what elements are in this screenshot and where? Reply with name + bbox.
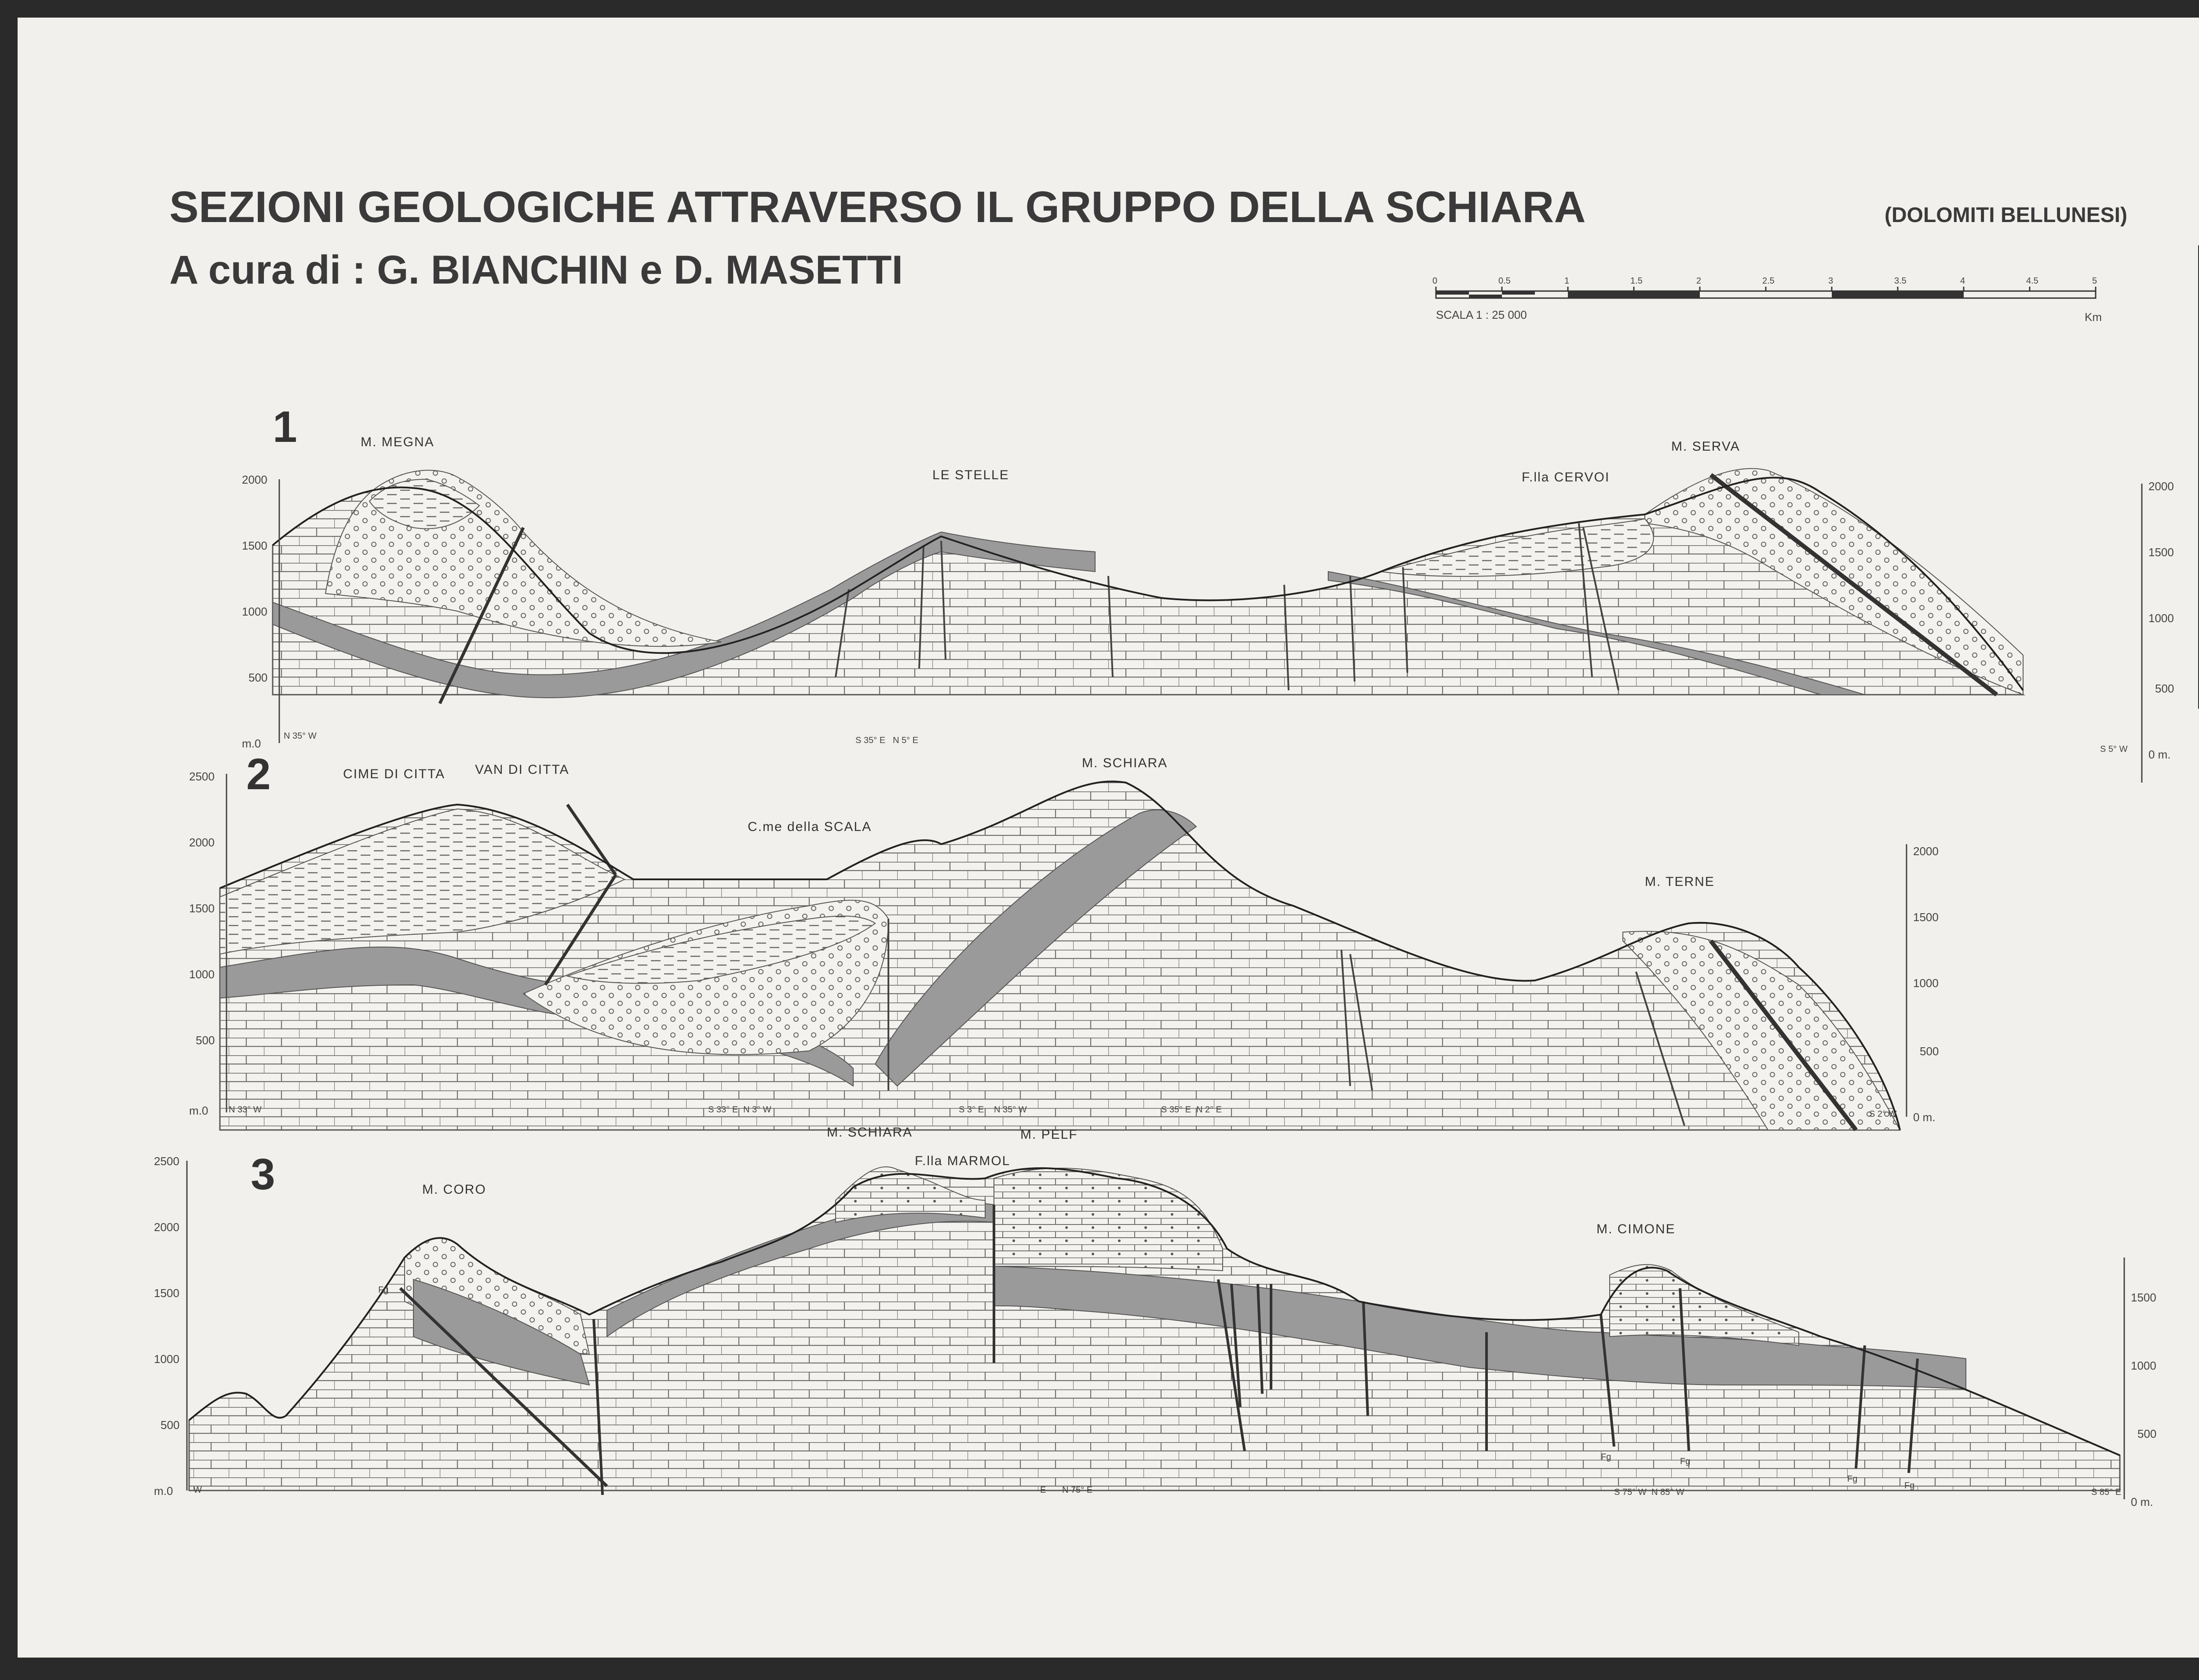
section-1-peak-megna: M. MEGNA — [361, 435, 435, 449]
section-3-peak-coro: M. CORO — [422, 1182, 486, 1197]
scale-tick-label: 4.5 — [2026, 276, 2038, 286]
section-3-orientation-1: W — [194, 1485, 202, 1495]
section-1-number: 1 — [273, 402, 297, 452]
svg-text:1500: 1500 — [2148, 546, 2174, 559]
section-3-number: 3 — [251, 1150, 275, 1199]
section-2-orientation-8: S 2° W — [1869, 1109, 1897, 1119]
geologic-sections-canvas — [18, 18, 2199, 1658]
section-3-soverzene-pelf — [994, 1168, 1223, 1271]
section-2-peak-van-citta: VAN DI CITTA — [475, 762, 570, 777]
svg-text:500: 500 — [196, 1034, 215, 1047]
svg-text:0 m.: 0 m. — [2148, 748, 2171, 761]
section-3-orientation-5: N 85° W — [1651, 1487, 1684, 1497]
svg-text:1000: 1000 — [189, 968, 215, 981]
section-2-peak-schiara: M. SCHIARA — [1082, 756, 1168, 770]
section-1-orientation-e: S 5° W — [2100, 744, 2128, 754]
section-2-right-axis — [1907, 844, 1939, 1124]
scale-tick-labels — [1432, 276, 2097, 291]
section-1-orientation-w: N 35° W — [284, 731, 317, 741]
section-1-orientation-2: S 35° E — [855, 736, 886, 745]
svg-text:2000: 2000 — [1913, 845, 1939, 858]
section-2-peak-cime-citta: CIME DI CITTA — [343, 767, 446, 781]
svg-text:1500: 1500 — [242, 539, 267, 552]
scale-bar — [1432, 276, 2102, 324]
section-3-orientation-6: S 85° E — [2091, 1487, 2122, 1497]
svg-text:500: 500 — [248, 671, 268, 684]
scale-tick-label: 2 — [1696, 276, 1702, 286]
svg-text:1500: 1500 — [1913, 911, 1939, 924]
section-1-peak-serva: M. SERVA — [1671, 439, 1740, 454]
section-2-orientation-1: N 33° W — [229, 1105, 262, 1115]
svg-text:1000: 1000 — [2148, 612, 2174, 625]
section-3-fault-mark-1: Fg — [378, 1285, 389, 1295]
scale-tick-label: 2.5 — [1762, 276, 1775, 286]
svg-text:1500: 1500 — [189, 902, 215, 915]
svg-text:0 m.: 0 m. — [2131, 1495, 2153, 1509]
svg-text:0 m.: 0 m. — [1913, 1111, 1936, 1124]
section-3-peak-cimone: M. CIMONE — [1596, 1222, 1676, 1236]
section-1-right-axis — [2142, 480, 2174, 783]
section-2-orientation-2: S 33° E — [708, 1105, 738, 1115]
svg-text:m.0: m.0 — [189, 1104, 208, 1117]
section-2-orientation-6: S 35° E — [1161, 1105, 1191, 1115]
section-3-fault-mark-5: Fg — [1904, 1481, 1915, 1490]
section-3-soverzene-cimone — [1610, 1265, 1799, 1345]
map-subtitle-region: (DOLOMITI BELLUNESI) — [1885, 204, 2127, 227]
section-2-orientation-7: N 2° E — [1196, 1105, 1222, 1115]
section-3-fault-mark-4: Fg — [1847, 1474, 1858, 1484]
section-2-orientation-4: S 3° E — [959, 1105, 984, 1115]
section-3-peak-pelf: M. PELF — [1020, 1127, 1078, 1142]
section-2-orientation-3: N 3° W — [743, 1105, 771, 1115]
svg-text:1000: 1000 — [2131, 1359, 2156, 1372]
svg-text:2000: 2000 — [189, 836, 215, 849]
section-2-orientation-5: N 35° W — [994, 1105, 1027, 1115]
section-3-orientation-2: E — [1040, 1485, 1046, 1495]
svg-text:1500: 1500 — [154, 1286, 179, 1300]
scale-tick-label: 5 — [2092, 276, 2097, 286]
section-3-orientation-3: N 75° E — [1062, 1485, 1093, 1495]
svg-text:2000: 2000 — [242, 473, 267, 486]
svg-text:m.0: m.0 — [242, 737, 261, 750]
authors-line: A cura di : G. BIANCHIN e D. MASETTI — [169, 248, 903, 292]
svg-text:2000: 2000 — [2148, 480, 2174, 493]
section-3-fault-mark-2: Fg — [1601, 1452, 1611, 1462]
section-3-peak-marmol: F.lla MARMOL — [915, 1154, 1011, 1168]
section-1-orientation-3: N 5° E — [893, 736, 919, 745]
scale-tick-label: 4 — [1960, 276, 1965, 286]
svg-text:m.0: m.0 — [154, 1484, 173, 1498]
scale-label: SCALA 1 : 25 000 — [1436, 308, 1527, 321]
scale-tick-label: 0.5 — [1498, 276, 1511, 286]
section-3-left-axis — [154, 1155, 187, 1498]
scale-tick-label: 3.5 — [1894, 276, 1907, 286]
scale-tick-label: 0 — [1432, 276, 1438, 286]
map-sheet — [18, 18, 2199, 1658]
svg-text:2500: 2500 — [189, 770, 215, 783]
cross-section-2 — [189, 750, 1939, 1130]
svg-text:500: 500 — [2155, 682, 2174, 695]
section-3-peak-schiara: M. SCHIARA — [827, 1125, 913, 1140]
section-1-peak-stelle: LE STELLE — [932, 468, 1009, 482]
svg-text:500: 500 — [1920, 1045, 1939, 1058]
section-2-number: 2 — [246, 750, 271, 799]
section-2-peak-terne: M. TERNE — [1645, 875, 1715, 889]
section-3-orientation-4: S 75° W — [1614, 1487, 1647, 1497]
svg-text:500: 500 — [161, 1418, 180, 1432]
section-3-fault-mark-3: Fg — [1680, 1457, 1691, 1466]
section-1-peak-cervoi: F.lla CERVOI — [1522, 470, 1610, 485]
scale-tick-label: 1.5 — [1630, 276, 1643, 286]
cross-section-1 — [242, 402, 2174, 783]
cross-section-3 — [154, 1125, 2156, 1509]
map-title: SEZIONI GEOLOGICHE ATTRAVERSO IL GRUPPO DELLA SCHIARA — [169, 182, 1586, 232]
svg-text:1500: 1500 — [2131, 1291, 2156, 1304]
scale-tick-label: 1 — [1564, 276, 1570, 286]
svg-text:500: 500 — [2137, 1427, 2157, 1440]
svg-text:1000: 1000 — [242, 605, 267, 618]
svg-text:2500: 2500 — [154, 1155, 179, 1168]
section-3-right-axis — [2124, 1257, 2156, 1509]
svg-text:1000: 1000 — [154, 1352, 179, 1366]
scale-unit: Km — [2085, 310, 2102, 324]
section-2-peak-scala: C.me della SCALA — [748, 820, 872, 834]
svg-text:2000: 2000 — [154, 1221, 179, 1234]
scale-tick-label: 3 — [1828, 276, 1834, 286]
svg-text:1000: 1000 — [1913, 977, 1939, 990]
